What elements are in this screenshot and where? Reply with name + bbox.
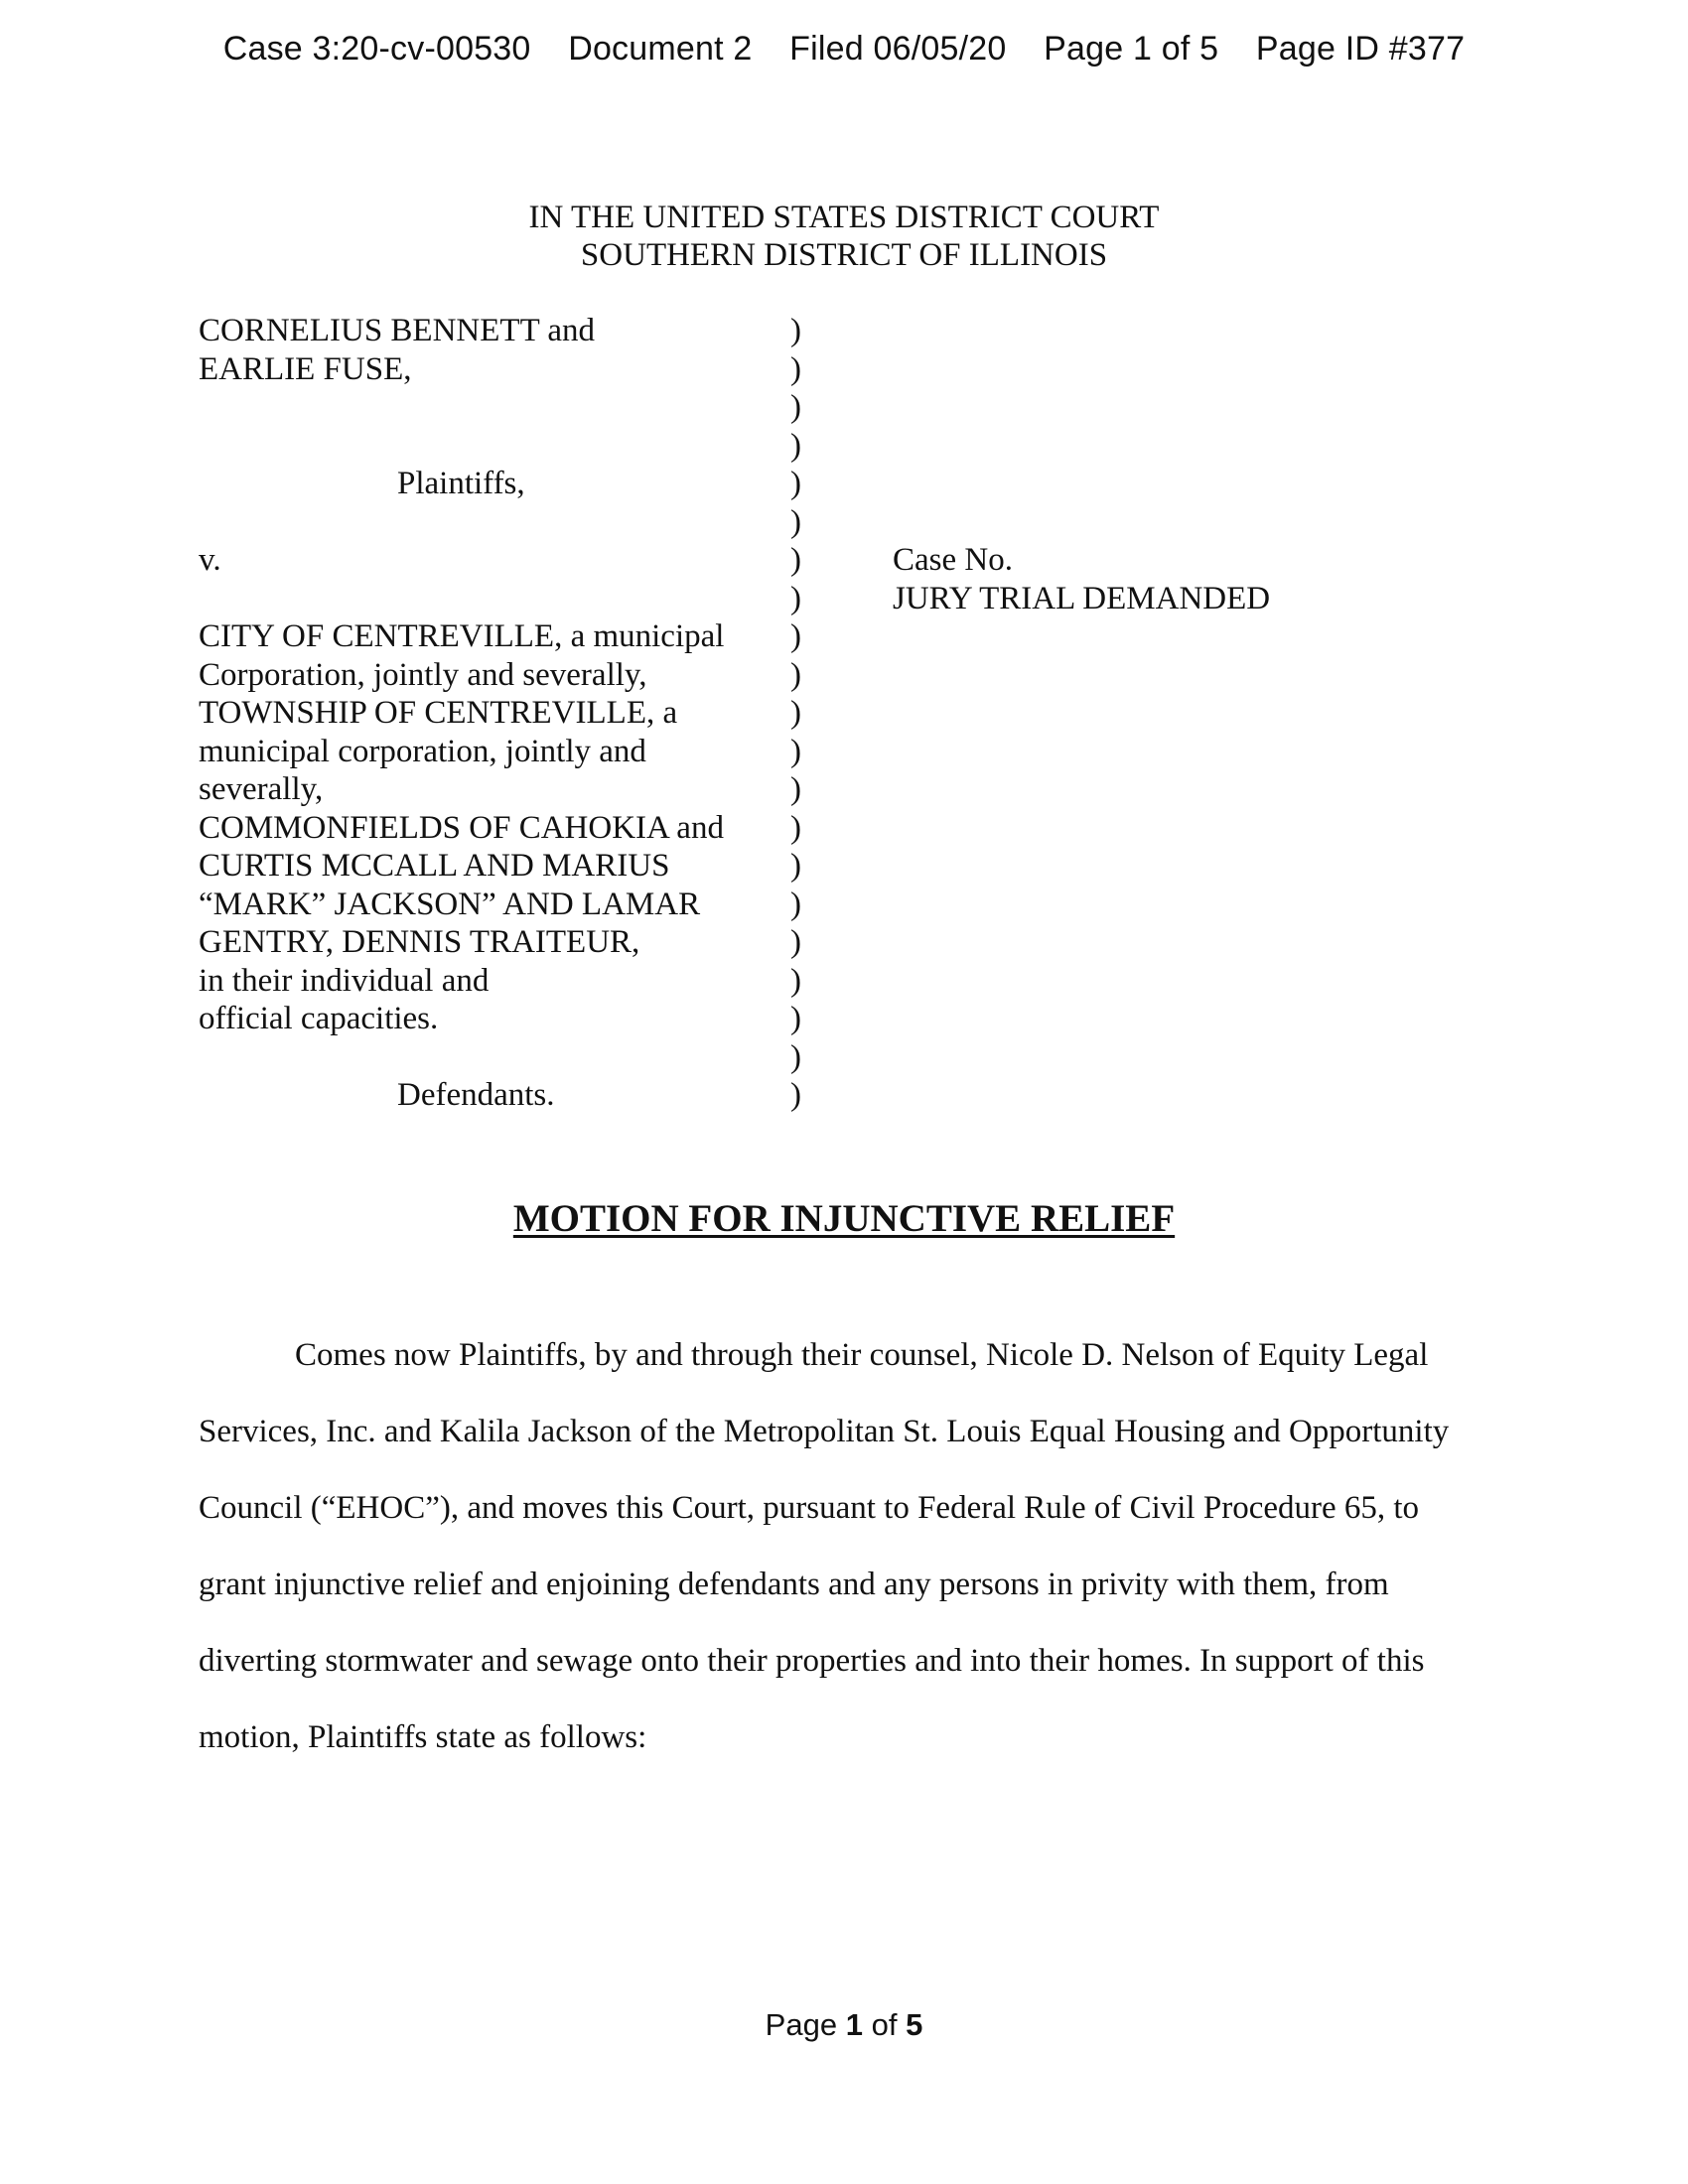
caption-paren: ): [790, 542, 801, 578]
court-district: SOUTHERN DISTRICT OF ILLINOIS: [580, 237, 1108, 273]
caption-paren: ): [790, 389, 801, 425]
defendant-line: TOWNSHIP OF CENTREVILLE, a: [199, 695, 678, 731]
defendant-line: CITY OF CENTREVILLE, a municipal: [199, 618, 725, 654]
versus-label: v.: [199, 542, 221, 578]
defendant-line: severally,: [199, 771, 324, 807]
court-name: IN THE UNITED STATES DISTRICT COURT: [528, 200, 1160, 235]
caption-paren: ): [790, 1001, 801, 1036]
caption-paren: ): [790, 350, 801, 387]
caption-parenthesis-column: [790, 312, 801, 1115]
court-heading: [0, 199, 1688, 274]
defendant-line: municipal corporation, jointly and: [199, 733, 646, 769]
caption-paren: ): [790, 1077, 801, 1113]
body-line: motion, Plaintiffs state as follows:: [199, 1719, 647, 1755]
defendant-line: CURTIS MCCALL AND MARIUS: [199, 848, 670, 884]
defendant-line: Corporation, jointly and severally,: [199, 656, 647, 693]
body-line: Council (“EHOC”), and moves this Court, pursuant to Federal Rule of Civil Procedure 65, to: [199, 1490, 1420, 1526]
footer-total-pages: 5: [906, 2007, 923, 2042]
caption-paren: ): [790, 771, 801, 807]
defendant-line: official capacities.: [199, 1001, 439, 1036]
caption-paren: ): [790, 886, 801, 922]
footer-of-word: of: [871, 2007, 898, 2042]
plaintiff-line: EARLIE FUSE,: [199, 350, 412, 387]
body-line: Comes now Plaintiffs, by and through their counsel, Nicole D. Nelson of Equity Legal: [295, 1337, 1429, 1373]
plaintiffs-label: Plaintiffs,: [397, 466, 525, 501]
footer-current-page: 1: [845, 2007, 863, 2042]
defendant-line: in their individual and: [199, 962, 490, 999]
body-paragraph: [199, 1317, 1479, 1776]
caption-paren: ): [790, 695, 801, 731]
jury-demand: JURY TRIAL DEMANDED: [893, 580, 1271, 616]
caption-paren: ): [790, 427, 801, 464]
caption-paren: ): [790, 962, 801, 999]
caption-paren: ): [790, 313, 801, 348]
body-line: Services, Inc. and Kalila Jackson of the Metropolitan St. Louis Equal Housing and Opportunity: [199, 1414, 1450, 1449]
ecf-page-id: Page ID #377: [1255, 30, 1466, 68]
ecf-header: [0, 30, 1688, 68]
defendant-line: “MARK” JACKSON” AND LAMAR: [199, 886, 701, 922]
ecf-document-number: Document 2: [568, 30, 753, 68]
case-number-label: Case No.: [893, 542, 1013, 578]
caption-paren: ): [790, 656, 801, 693]
ecf-page-count: Page 1 of 5: [1044, 30, 1219, 68]
defendant-line: GENTRY, DENNIS TRAITEUR,: [199, 924, 640, 960]
defendant-line: COMMONFIELDS OF CAHOKIA and: [199, 809, 724, 846]
ecf-case-number: Case 3:20-cv-00530: [222, 30, 531, 68]
footer-page-word: Page: [765, 2007, 838, 2042]
body-line: diverting stormwater and sewage onto their properties and into their homes. In support of this: [199, 1643, 1425, 1679]
caption-paren: ): [790, 1038, 801, 1075]
caption-paren: ): [790, 466, 801, 501]
caption-paren: ): [790, 848, 801, 884]
caption-paren: ): [790, 733, 801, 769]
caption-paren: ): [790, 580, 801, 616]
caption-paren: ): [790, 809, 801, 846]
defendants-label: Defendants.: [397, 1077, 555, 1113]
case-info: [893, 541, 1270, 617]
caption-paren: ): [790, 503, 801, 540]
ecf-filed-date: Filed 06/05/20: [789, 30, 1007, 68]
plaintiff-line: CORNELIUS BENNETT and: [199, 313, 596, 348]
body-line: grant injunctive relief and enjoining defendants and any persons in privity with them, from: [199, 1567, 1389, 1602]
caption-paren: ): [790, 924, 801, 960]
document-title: [0, 1196, 1688, 1241]
caption-paren: ): [790, 618, 801, 654]
page-footer: [0, 2007, 1688, 2043]
document-title-text: MOTION FOR INJUNCTIVE RELIEF: [512, 1197, 1176, 1240]
